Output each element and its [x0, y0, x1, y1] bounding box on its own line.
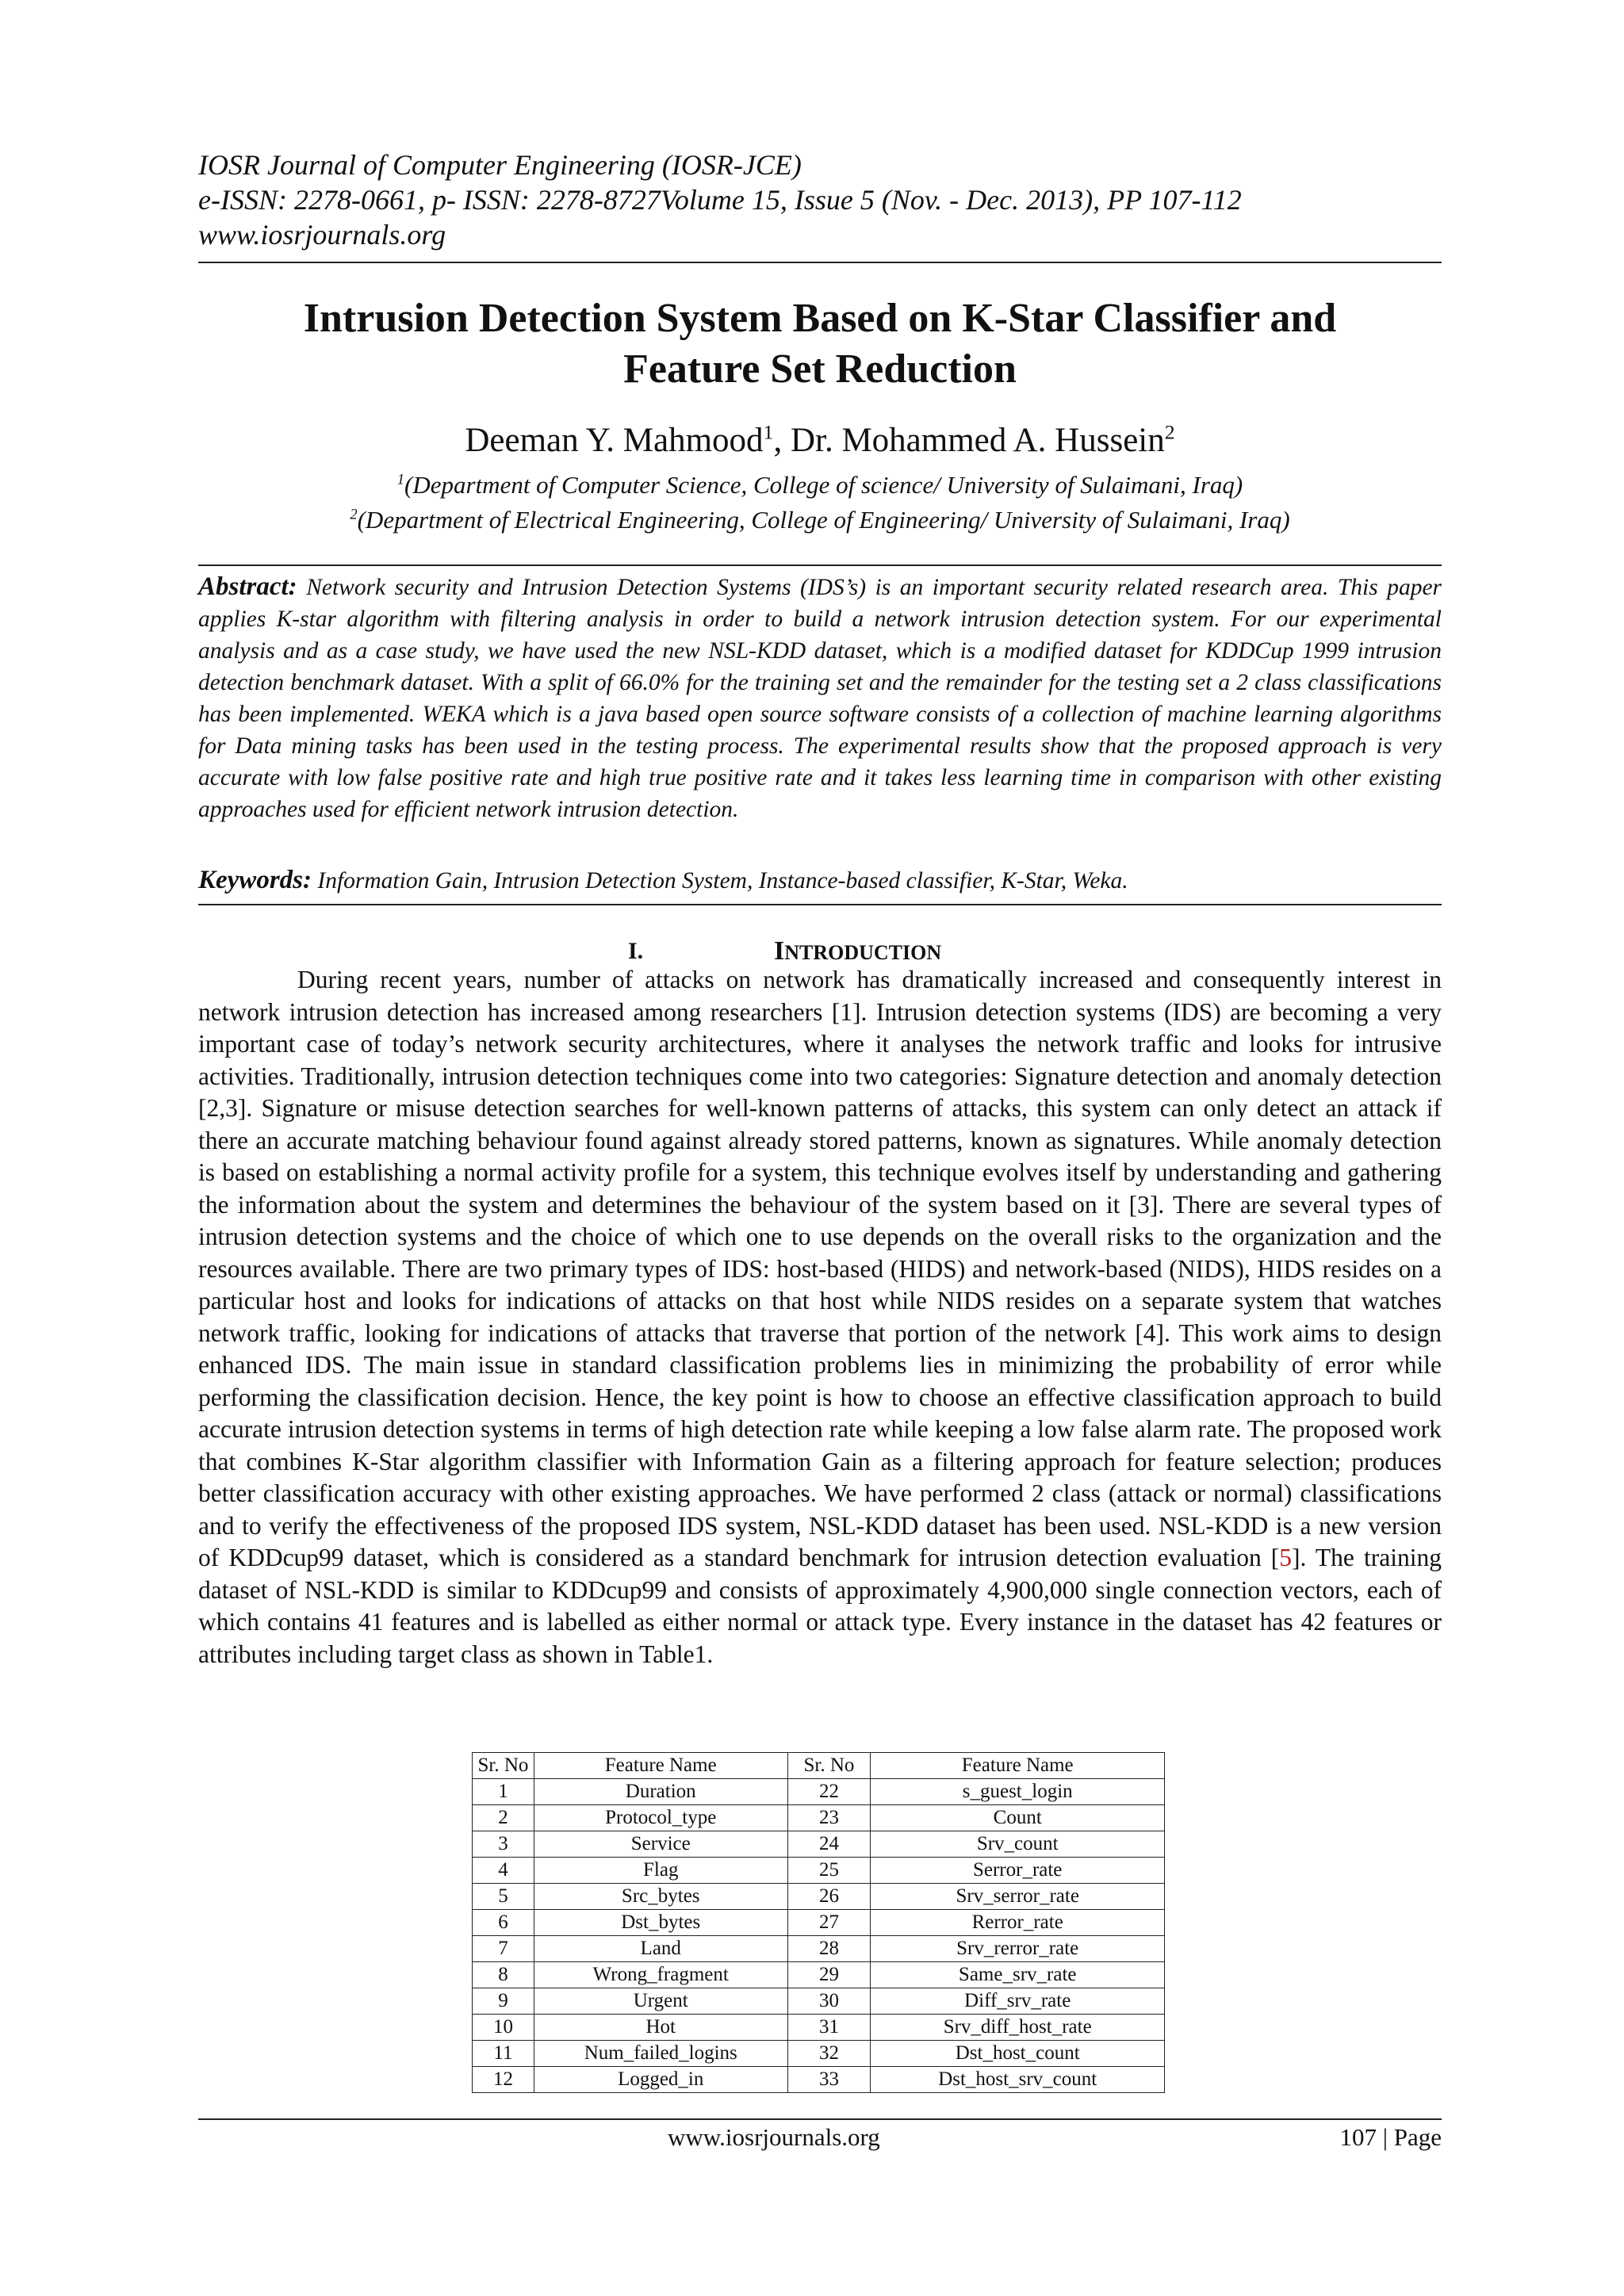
table-cell: Same_srv_rate [871, 1962, 1165, 1988]
table-row [473, 1805, 1165, 1831]
table-cell: Num_failed_logins [534, 2041, 787, 2067]
table-cell: Urgent [534, 1988, 787, 2015]
table-cell: 23 [787, 1805, 871, 1831]
title-line-1: Intrusion Detection System Based on K-Star Classifier and [303, 296, 1337, 341]
table-cell: 5 [473, 1884, 534, 1910]
table-cell: Count [871, 1805, 1165, 1831]
table-row [473, 1910, 1165, 1936]
table-row [473, 2041, 1165, 2067]
table-cell: 6 [473, 1910, 534, 1936]
author-1: Deeman Y. Mahmood [465, 422, 764, 459]
affiliation-1 [198, 469, 1442, 501]
table-header-cell: Feature Name [534, 1753, 787, 1779]
table-cell: 29 [787, 1962, 871, 1988]
table-cell: Dst_host_count [871, 2041, 1165, 2067]
table-cell: Service [534, 1831, 787, 1858]
table-row [473, 1988, 1165, 2015]
table-cell: 30 [787, 1988, 871, 2015]
section-number: I. [628, 938, 644, 964]
table-header-row [473, 1753, 1165, 1779]
table-cell: 9 [473, 1988, 534, 2015]
affiliation-2 [198, 504, 1442, 536]
table-cell: 12 [473, 2067, 534, 2093]
abstract-top-divider [198, 564, 1442, 566]
table-row [473, 2067, 1165, 2093]
footer-website[interactable]: www.iosrjournals.org [668, 2123, 880, 2151]
abstract-bottom-divider [198, 904, 1442, 905]
paper-title [198, 293, 1442, 395]
table-row [473, 2015, 1165, 2041]
table-cell: Flag [534, 1858, 787, 1884]
table-cell: 33 [787, 2067, 871, 2093]
table-row [473, 1936, 1165, 1962]
introduction-paragraph [198, 964, 1442, 1670]
journal-name: IOSR Journal of Computer Engineering (IOSR-JCE) [198, 149, 802, 181]
abstract [198, 571, 1442, 825]
table-cell: Land [534, 1936, 787, 1962]
author-2: Dr. Mohammed A. Hussein [790, 422, 1165, 459]
table-cell: 2 [473, 1805, 534, 1831]
affiliation-2-mark: 2 [350, 506, 358, 523]
table-cell: s_guest_login [871, 1779, 1165, 1805]
header-divider [198, 262, 1442, 263]
journal-header [198, 147, 1442, 252]
table-cell: 4 [473, 1858, 534, 1884]
intro-text-part-2: ]. The training dataset of NSL-KDD is similar to KDDcup99 and consists of approximately 4,900,000 single connection vectors, each of which contains 41 features and is labelled as either normal or attack type. Every instance in the dataset has 42 features or attributes including target class as shown in Table1. [198, 1544, 1442, 1668]
table-header-cell: Sr. No [787, 1753, 871, 1779]
author-2-affil-mark: 2 [1164, 420, 1175, 444]
table-row [473, 1884, 1165, 1910]
author-separator: , [773, 422, 791, 459]
table-cell: Src_bytes [534, 1884, 787, 1910]
table-cell: 26 [787, 1884, 871, 1910]
table-cell: 22 [787, 1779, 871, 1805]
table-cell: Srv_rerror_rate [871, 1936, 1165, 1962]
table-cell: 11 [473, 2041, 534, 2067]
footer-divider [198, 2118, 1442, 2120]
table-header-cell: Sr. No [473, 1753, 534, 1779]
table-row [473, 1831, 1165, 1858]
title-line-2: Feature Set Reduction [623, 346, 1017, 392]
keywords [198, 864, 1442, 897]
journal-issn: e-ISSN: 2278-0661, p- ISSN: 2278-8727Volume 15, Issue 5 (Nov. - Dec. 2013), PP 107-112 [198, 184, 1242, 216]
section-name: INTRODUCTION [774, 936, 942, 966]
introduction-body [198, 964, 1442, 1670]
table-cell: 28 [787, 1936, 871, 1962]
table-cell: 25 [787, 1858, 871, 1884]
table-cell: 3 [473, 1831, 534, 1858]
author-1-affil-mark: 1 [763, 420, 774, 444]
table-cell: Diff_srv_rate [871, 1988, 1165, 2015]
table-cell: Duration [534, 1779, 787, 1805]
table-cell: Wrong_fragment [534, 1962, 787, 1988]
author-list [198, 420, 1442, 461]
journal-website[interactable]: www.iosrjournals.org [198, 219, 446, 251]
feature-table [472, 1752, 1165, 2093]
keywords-text: Information Gain, Intrusion Detection System, Instance-based classifier, K-Star, Weka. [317, 868, 1128, 894]
abstract-label: Abstract: [198, 572, 297, 601]
affiliation-2-text: (Department of Electrical Engineering, College of Engineering/ University of Sulaimani, Iraq) [357, 506, 1290, 534]
table-cell: 1 [473, 1779, 534, 1805]
table-cell: 27 [787, 1910, 871, 1936]
affiliation-1-text: (Department of Computer Science, College of science/ University of Sulaimani, Iraq) [404, 471, 1243, 499]
citation-link-5[interactable]: 5 [1279, 1544, 1293, 1571]
table-row [473, 1858, 1165, 1884]
table-cell: 24 [787, 1831, 871, 1858]
table-cell: Dst_host_srv_count [871, 2067, 1165, 2093]
table-cell: Serror_rate [871, 1858, 1165, 1884]
table-cell: Srv_diff_host_rate [871, 2015, 1165, 2041]
table-row [473, 1962, 1165, 1988]
table-cell: Srv_serror_rate [871, 1884, 1165, 1910]
intro-text-part-1: During recent years, number of attacks on network has dramatically increased and consequently interest in network intrusion detection has increased among researchers [1]. Intrusion detection systems (IDS) are becoming a very important case of today’s network security architectures, where it analyses the network traffic and looks for intrusive activities. Traditionally, intrusion detection techniques come into two categories: Signature detection and anomaly detection [2,3]. Signature or misuse detection searches for well-known patterns of attacks, this system can only detect an attack if there an accurate matching behaviour found against already stored patterns, known as signatures. While anomaly detection is based on establishing a normal activity profile for a system, this technique evolves itself by understanding and gathering the information about the system and determines the behaviour of the system based on it [3]. There are several types of intrusion detection systems and the choice of which one to use depends on the overall risks to the organization and the resources available. There are two primary types of IDS: host-based (HIDS) and network-based (NIDS), HIDS resides on a particular host and looks for indications of attacks on that host while NIDS resides on a separate system that watches network traffic, looking for indications of attacks that traverse that portion of the network [4]. This work aims to design enhanced IDS. The main issue in standard classification problems lies in minimizing the probability of error while performing the classification decision. Hence, the key point is how to choose an effective classification approach to build accurate intrusion detection systems in terms of high detection rate while keeping a low false alarm rate. The proposed work that combines K-Star algorithm classifier with Information Gain as a filtering approach for feature selection; produces better classification accuracy with other existing approaches. We have performed 2 class (attack or normal) classifications and to verify the effectiveness of the proposed IDS system, NSL-KDD dataset has been used. NSL-KDD is a new version of KDDcup99 dataset, which is considered as a standard benchmark for intrusion detection evaluation [ [198, 966, 1442, 1571]
page-number: 107 | Page [1339, 2123, 1442, 2151]
table-cell: 31 [787, 2015, 871, 2041]
table-cell: Logged_in [534, 2067, 787, 2093]
table-header-cell: Feature Name [871, 1753, 1165, 1779]
table-cell: 7 [473, 1936, 534, 1962]
table-row [473, 1779, 1165, 1805]
keywords-label: Keywords: [198, 866, 312, 894]
abstract-text: Network security and Intrusion Detection Systems (IDS’s) is an important security related research area. This paper applies K-star algorithm with filtering analysis in order to build a network intrusion detection system. For our experimental analysis and as a case study, we have used the new NSL-KDD dataset, which is a modified dataset for KDDCup 1999 intrusion detection benchmark dataset. With a split of 66.0% for the training set and the remainder for the testing set a 2 class classifications has been implemented. WEKA which is a java based open source software consists of a collection of machine learning algorithms for Data mining tasks has been used in the testing process. The experimental results show that the proposed approach is very accurate with low false positive rate and high true positive rate and it takes less learning time in comparison with other existing approaches used for efficient network intrusion detection. [198, 575, 1442, 822]
table-cell: Rerror_rate [871, 1910, 1165, 1936]
table-cell: Srv_count [871, 1831, 1165, 1858]
table-cell: 8 [473, 1962, 534, 1988]
table-cell: Protocol_type [534, 1805, 787, 1831]
table-cell: 10 [473, 2015, 534, 2041]
table-cell: 32 [787, 2041, 871, 2067]
affiliation-1-mark: 1 [396, 471, 405, 488]
table-cell: Dst_bytes [534, 1910, 787, 1936]
table-cell: Hot [534, 2015, 787, 2041]
